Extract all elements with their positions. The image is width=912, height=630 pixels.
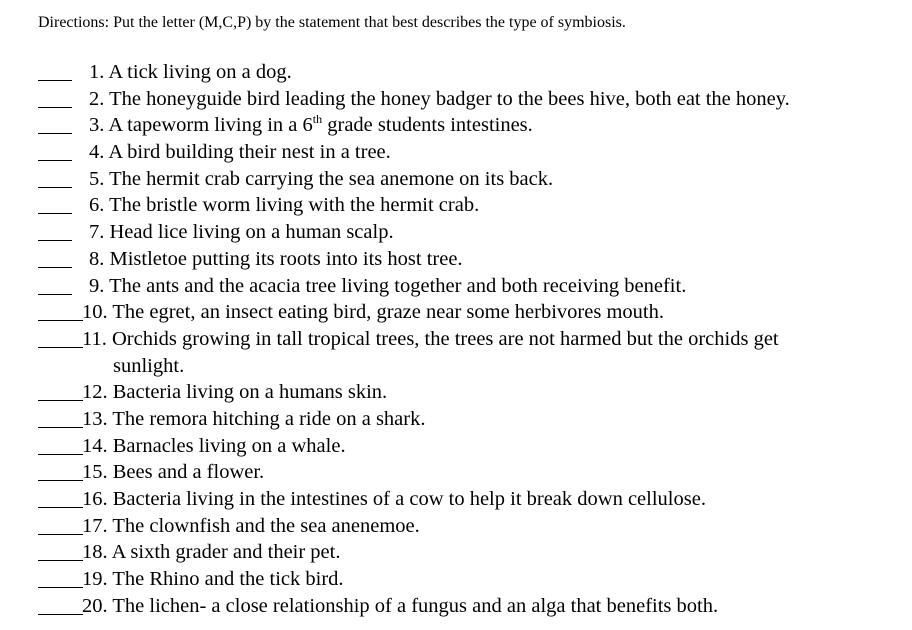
list-item bbox=[0, 58, 912, 85]
item-text: The lichen- a close relationship of a fungus and an alga that benefits both. bbox=[112, 594, 719, 617]
answer-blank[interactable] bbox=[38, 133, 72, 134]
item-number: 14. bbox=[82, 434, 108, 457]
list-item bbox=[0, 592, 912, 619]
answer-blank[interactable] bbox=[38, 320, 83, 321]
list-item bbox=[0, 111, 912, 138]
item-text: The bristle worm living with the hermit crab. bbox=[109, 194, 480, 217]
item-number: 11. bbox=[82, 327, 107, 350]
item-number: 1. bbox=[89, 61, 105, 83]
list-item bbox=[0, 405, 912, 432]
item-number: 12. bbox=[82, 381, 108, 404]
item-text: Bees and a flower. bbox=[112, 461, 265, 484]
answer-blank[interactable] bbox=[38, 107, 72, 108]
list-item bbox=[0, 458, 912, 485]
item-number: 13. bbox=[82, 407, 108, 430]
item-number: 3. bbox=[89, 114, 105, 137]
item-number: 15. bbox=[82, 461, 108, 484]
answer-blank[interactable] bbox=[38, 187, 72, 188]
answer-blank[interactable] bbox=[38, 240, 72, 241]
item-text-continued: sunlight. bbox=[113, 354, 185, 377]
item-text: Orchids growing in tall tropical trees, the trees are not harmed but the orchids get bbox=[112, 327, 779, 350]
item-text: A tick living on a dog. bbox=[108, 61, 292, 83]
list-item bbox=[0, 565, 912, 592]
answer-blank[interactable] bbox=[38, 454, 83, 455]
list-item bbox=[0, 432, 912, 459]
list-item bbox=[0, 378, 912, 405]
answer-blank[interactable] bbox=[38, 427, 83, 428]
list-item bbox=[0, 325, 912, 378]
item-number: 20. bbox=[82, 594, 108, 617]
item-number: 19. bbox=[82, 568, 108, 591]
item-text: The remora hitching a ride on a shark. bbox=[112, 407, 426, 430]
item-text: The honeyguide bird leading the honey badger to the bees hive, both eat the honey. bbox=[109, 87, 790, 110]
item-number: 9. bbox=[89, 274, 105, 297]
item-number: 16. bbox=[82, 488, 108, 511]
item-text: A sixth grader and their pet. bbox=[111, 541, 341, 564]
answer-blank[interactable] bbox=[38, 213, 72, 214]
item-text: The hermit crab carrying the sea anemone on its back. bbox=[109, 167, 554, 190]
item-text: Bacteria living in the intestines of a cow to help it break down cellulose. bbox=[112, 488, 706, 511]
directions-text: Directions: Put the letter (M,C,P) by the statement that best describes the type of symbiosis. bbox=[38, 14, 626, 31]
item-number: 8. bbox=[89, 247, 105, 270]
list-item bbox=[0, 218, 912, 245]
answer-blank[interactable] bbox=[38, 507, 83, 508]
item-text: A bird building their nest in a tree. bbox=[108, 141, 391, 164]
answer-blank[interactable] bbox=[38, 614, 83, 615]
list-item bbox=[0, 85, 912, 112]
list-item bbox=[0, 485, 912, 512]
list-item bbox=[0, 138, 912, 165]
list-item bbox=[0, 272, 912, 299]
list-item bbox=[0, 165, 912, 192]
answer-blank[interactable] bbox=[38, 294, 72, 295]
answer-blank[interactable] bbox=[38, 587, 83, 588]
item-number: 4. bbox=[89, 141, 105, 164]
list-item bbox=[0, 245, 912, 272]
item-number: 17. bbox=[82, 514, 108, 537]
answer-blank[interactable] bbox=[38, 560, 83, 561]
item-text: Head lice living on a human scalp. bbox=[109, 221, 394, 244]
answer-blank[interactable] bbox=[38, 400, 83, 401]
item-text: The ants and the acacia tree living together and both receiving benefit. bbox=[109, 274, 687, 297]
answer-blank[interactable] bbox=[38, 80, 72, 81]
item-text: Bacteria living on a humans skin. bbox=[112, 381, 388, 404]
item-number: 5. bbox=[89, 167, 105, 190]
list-item bbox=[0, 512, 912, 539]
item-text: The Rhino and the tick bird. bbox=[112, 568, 344, 591]
item-text-after: grade students intestines. bbox=[322, 114, 533, 137]
item-text: Barnacles living on a whale. bbox=[112, 434, 346, 457]
list-item bbox=[0, 538, 912, 565]
answer-blank[interactable] bbox=[38, 347, 83, 348]
item-text: Mistletoe putting its roots into its host tree. bbox=[109, 247, 463, 270]
item-text: A tapeworm living in a 6 bbox=[108, 114, 313, 137]
item-number: 6. bbox=[89, 194, 105, 217]
answer-blank[interactable] bbox=[38, 267, 72, 268]
item-number: 2. bbox=[89, 87, 105, 110]
item-text: The clownfish and the sea anenemoe. bbox=[112, 514, 420, 537]
item-number: 7. bbox=[89, 221, 105, 244]
list-item bbox=[0, 298, 912, 325]
item-number: 10. bbox=[82, 301, 108, 324]
ordinal-superscript: th bbox=[312, 112, 323, 127]
list-item bbox=[0, 191, 912, 218]
question-list bbox=[0, 58, 912, 618]
answer-blank[interactable] bbox=[38, 534, 83, 535]
answer-blank[interactable] bbox=[38, 160, 72, 161]
item-number: 18. bbox=[82, 541, 108, 564]
item-text: The egret, an insect eating bird, graze near some herbivores mouth. bbox=[112, 301, 664, 324]
answer-blank[interactable] bbox=[38, 480, 83, 481]
